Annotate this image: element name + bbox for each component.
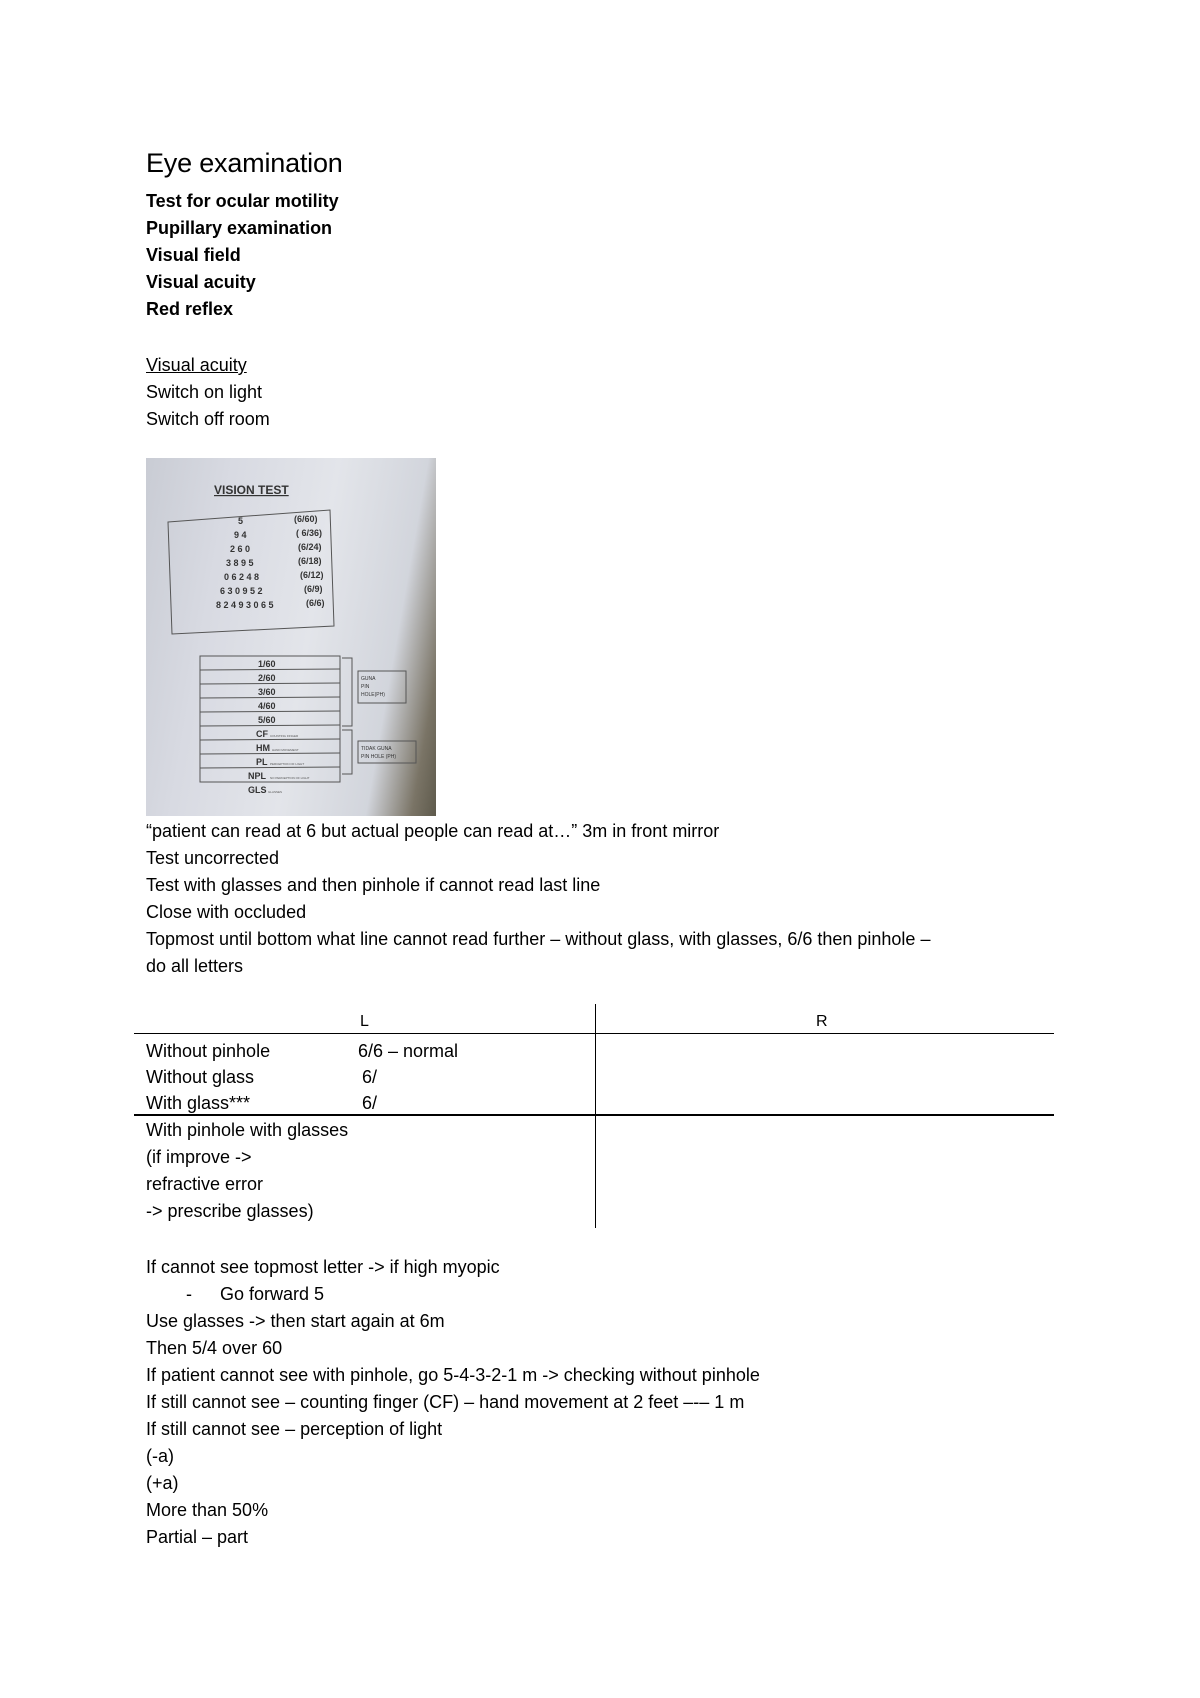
bullet-text: Go forward 5 (220, 1284, 325, 1304)
section-heading: Visual acuity (146, 355, 247, 375)
exam-item: Red reflex (146, 299, 234, 319)
note-line: Then 5/4 over 60 (146, 1338, 283, 1358)
row-value: 6/6 – normal (358, 1041, 459, 1061)
photo-box-text: TIDAK GUNA (361, 746, 392, 752)
photo-box-text: HOLE(PH) (361, 692, 385, 698)
acuity-row: 3/60 (258, 687, 276, 697)
step-line: Switch off room (146, 409, 270, 429)
pinhole-line: -> prescribe glasses) (146, 1201, 314, 1221)
note-line: (-a) (146, 1446, 174, 1466)
row-label: Without pinhole (146, 1041, 271, 1061)
note-line: Topmost until bottom what line cannot read further – without glass, with glasses, 6/6 then pinhole – (146, 929, 931, 949)
note-line: (+a) (146, 1473, 179, 1493)
chart-digits: 5 (238, 516, 244, 526)
row-value: 6/ (362, 1067, 378, 1087)
note-line: “patient can read at 6 but actual people can read at…” 3m in front mirror (146, 821, 720, 841)
acuity-note: HAND MOVEMENT (272, 748, 299, 752)
column-header-left: L (360, 1013, 369, 1030)
chart-ratio: (6/12) (300, 570, 324, 580)
note-line: Test with glasses and then pinhole if cannot read last line (146, 875, 601, 895)
note-line: If still cannot see – counting finger (CF) – hand movement at 2 feet –-– 1 m (146, 1392, 745, 1412)
chart-digits: 0 6 2 4 8 (224, 572, 260, 582)
acuity-row: 2/60 (258, 673, 276, 683)
row-label: With glass*** (146, 1093, 251, 1113)
note-line: Partial – part (146, 1527, 249, 1547)
chart-ratio: (6/6) (306, 598, 325, 608)
exam-item: Visual field (146, 245, 241, 265)
chart-digits: 6 3 0 9 5 2 (220, 586, 263, 596)
photo-box-text: PIN HOLE (PH) (361, 754, 397, 760)
column-header-right: R (816, 1013, 828, 1030)
acuity-row: 4/60 (258, 701, 276, 711)
note-line: Use glasses -> then start again at 6m (146, 1311, 445, 1331)
chart-ratio: ( 6/36) (296, 528, 323, 538)
acuity-row: GLS (248, 785, 267, 795)
chart-ratio: (6/18) (298, 556, 322, 566)
note-line: Test uncorrected (146, 848, 280, 868)
chart-ratio: (6/24) (298, 542, 322, 552)
pinhole-line: With pinhole with glasses (146, 1120, 349, 1140)
acuity-note: NO PERCEPTION OF LIGHT (270, 776, 310, 780)
photo-heading: VISION TEST (214, 483, 289, 497)
pinhole-line: (if improve -> (146, 1147, 252, 1167)
bullet-dash: - (186, 1284, 192, 1304)
note-line: If still cannot see – perception of light (146, 1419, 443, 1439)
chart-digits: 8 2 4 9 3 0 6 5 (216, 600, 274, 610)
acuity-row: CF (256, 729, 268, 739)
pinhole-line: refractive error (146, 1174, 264, 1194)
acuity-row: HM (256, 743, 270, 753)
acuity-row: 5/60 (258, 715, 276, 725)
acuity-note: GLASSES (268, 790, 283, 794)
exam-item: Test for ocular motility (146, 191, 339, 211)
chart-digits: 9 4 (234, 530, 247, 540)
acuity-note: COUNTING FINGER (270, 734, 299, 738)
chart-digits: 2 6 0 (230, 544, 251, 554)
chart-ratio: (6/9) (304, 584, 323, 594)
acuity-note: PERCEPTION OF LIGHT (270, 762, 305, 766)
step-line: Switch on light (146, 382, 263, 402)
acuity-row: NPL (248, 771, 266, 781)
acuity-table (134, 1004, 1054, 1228)
row-value: 6/ (362, 1093, 378, 1113)
acuity-row: PL (256, 757, 268, 767)
row-label: Without glass (146, 1067, 255, 1087)
photo-box-text: GUNA (361, 676, 376, 682)
table-header-rule (134, 1033, 1054, 1034)
acuity-row: 1/60 (258, 659, 276, 669)
photo-box-text: PIN (361, 684, 370, 690)
note-line: More than 50% (146, 1500, 269, 1520)
page-title: Eye examination (146, 148, 343, 178)
table-divider (595, 1004, 596, 1228)
note-line: Close with occluded (146, 902, 307, 922)
vision-test-photo (146, 458, 436, 816)
table-section-rule (134, 1114, 1054, 1116)
note-line: If patient cannot see with pinhole, go 5-4-3-2-1 m -> checking without pinhole (146, 1365, 760, 1385)
chart-digits: 3 8 9 5 (226, 558, 254, 568)
exam-item: Pupillary examination (146, 218, 333, 238)
note-line: do all letters (146, 956, 244, 976)
note-line: If cannot see topmost letter -> if high myopic (146, 1257, 500, 1277)
exam-item: Visual acuity (146, 272, 256, 292)
chart-ratio: (6/60) (294, 514, 318, 524)
